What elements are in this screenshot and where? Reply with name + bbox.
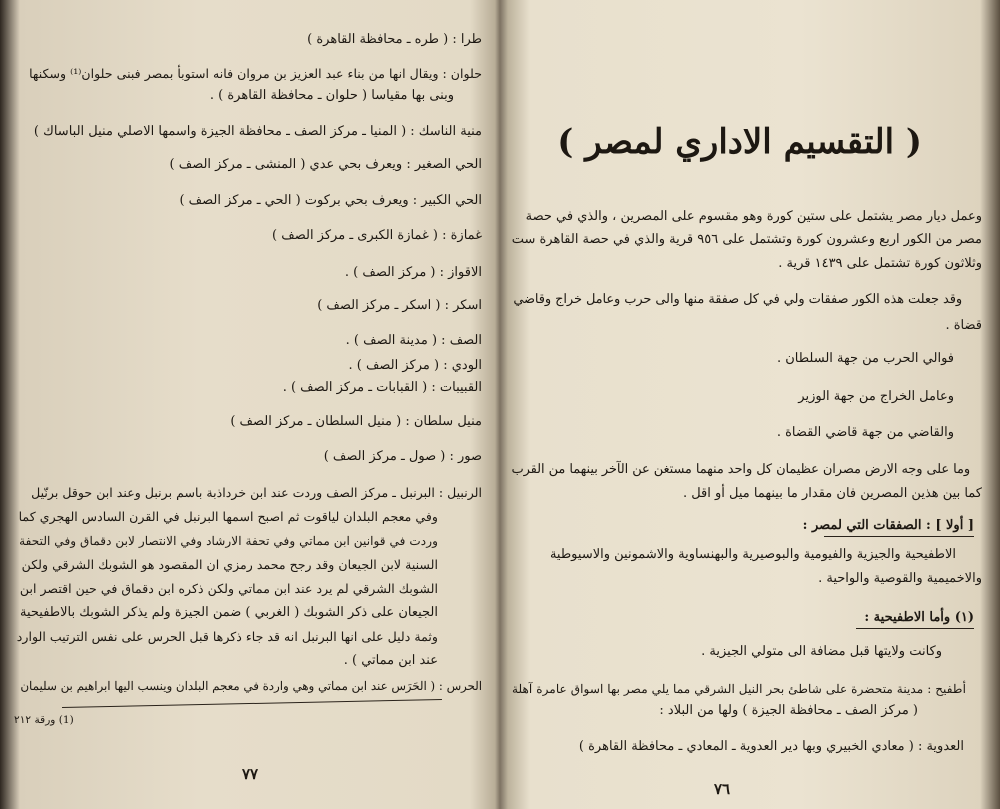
text-line: الودي : ( مركز الصف ) . <box>348 358 482 373</box>
text-line: الحي الصغير : ويعرف بحي عدي ( المنشى ـ مركز الصف ) <box>169 157 482 172</box>
text-line: اسكر : ( اسكر ـ مركز الصف ) <box>317 298 482 313</box>
text-line: منيل سلطان : ( منيل السلطان ـ مركز الصف ) <box>230 414 482 429</box>
text-line: والقاضي من جهة قاضي القضاة . <box>776 425 954 440</box>
text-line: وثلاثون كورة تشتمل على ١٤٣٩ قرية . <box>778 256 982 271</box>
text-line: عند ابن مماتي ) . <box>343 653 438 668</box>
text-line: والاخميمية والقوصية والواحية . <box>818 571 982 586</box>
text-line: الاطفيحية والجيزية والفيومية والبوصيرية والبهنساوية والاشمونين والاسيوطية <box>549 547 956 562</box>
heading-underline <box>856 628 974 629</box>
text-line: وفي معجم البلدان لياقوت ثم اصبح اسمها البرنبل في القرن السادس الهجري كما <box>18 509 438 524</box>
text-line: وبنى بها مقياسا ( حلوان ـ محافظة القاهرة ) . <box>209 88 454 103</box>
text-line: الحي الكبير : ويعرف بحي بركوت ( الحي ـ مركز الصف ) <box>179 193 482 208</box>
text-line: ( مركز الصف ـ محافظة الجيزة ) ولها من البلاد : <box>659 703 918 718</box>
subsection-heading: (١) وأما الاطفيحية : <box>864 610 974 625</box>
page-number: ٧٦ <box>714 780 731 798</box>
text-line: كما بين هذين المصرين فان مقدار ما بينهما ميل أو اقل . <box>682 486 982 501</box>
text-line: القبيبات : ( القبابات ـ مركز الصف ) . <box>282 380 482 395</box>
text-line: قضاة . <box>945 318 982 333</box>
text-line: وقد جعلت هذه الكور صفقات ولي في كل صفقة منها والى حرب وعامل خراج وقاضي <box>513 292 962 307</box>
text-line: فوالي الحرب من جهة السلطان . <box>776 351 954 366</box>
text-line: الرنبيل : البرنبل ـ مركز الصف وردت عند ابن خرداذبة باسم برنبل وعند ابن حوقل برنّيل <box>31 485 482 500</box>
text-line: وكانت ولايتها قبل مضافة الى متولي الجيزية . <box>701 644 942 659</box>
right-page <box>506 0 982 809</box>
page-number: ٧٧ <box>242 765 259 783</box>
text-line: وعمل ديار مصر يشتمل على ستين كورة وهو مقسوم على المصرين ، والذي في حصة <box>525 209 982 224</box>
text-line: وعامل الخراج من جهة الوزير <box>798 389 954 404</box>
text-line: طرا : ( طره ـ محافظة القاهرة ) <box>307 32 482 47</box>
text-line: وثمة دليل على انها البرنبل انه قد جاء ذكرها قبل الحرس على نفس الترتيب الوارد <box>16 629 438 644</box>
text-line: مصر من الكور اربع وعشرون كورة وتشتمل على ٩٥٦ قرية والذي في حصة القاهرة ست <box>511 232 982 247</box>
text-line: الجيعان على ذكر الشوبك ( الغربي ) ضمن الجيزة ولم يذكر الشوبك بالاطفيحية <box>20 605 438 620</box>
text-line: وردت في قوانين ابن مماتي وفي تحفة الارشاد وفي الانتصار لابن دقماق وفي التحفة <box>19 534 438 548</box>
heading-underline <box>824 536 974 537</box>
text-line: الاقواز : ( مركز الصف ) . <box>344 265 482 280</box>
text-line: العدوية : ( معادي الخبيري وبها دير العدوية ـ المعادي ـ محافظة القاهرة ) <box>578 739 964 754</box>
text-line: غمازة : ( غمازة الكبرى ـ مركز الصف ) <box>272 228 482 243</box>
text-line: صور : ( صول ـ مركز الصف ) <box>323 449 482 464</box>
text-line: الحرس : ( الحَرَس عند ابن مماتي وهي واردة في معجم البلدان وينسب اليها ابراهيم بن سليمان <box>20 679 482 693</box>
text-line: حلوان : ويقال انها من بناء عبد العزيز بن مروان فانه استوبأ بمصر فبنى حلوان⁽¹⁾ وسكنها <box>29 66 482 81</box>
text-line: الشوبك الشرقي لم يرد عند ابن مماتي ولكن ذكره ابن دقماق في حين اقتصر ابن <box>19 581 438 596</box>
section-heading: [ أولا ] : الصفقات التي لمصر : <box>802 518 974 533</box>
left-page <box>14 0 482 809</box>
text-line: منية الناسك : ( المنيا ـ مركز الصف ـ محافظة الجيزة واسمها الاصلي منيل الباساك ) <box>33 124 482 139</box>
chapter-title: ( التقسيم الاداري لمصر ) <box>557 122 922 162</box>
text-line: الصف : ( مدينة الصف ) . <box>345 333 482 348</box>
text-line: أطفيح : مدينة متحضرة على شاطئ بحر النيل الشرقي مما يلي مصر بها اسواق عامرة آهلة <box>511 682 966 696</box>
footnote: (1) ورقة ٢١٢ <box>14 714 74 726</box>
text-line: السنية لابن الجيعان وقد رجح محمد رمزي ان المقصود هو الشوبك الشرقي ولكن <box>21 557 438 572</box>
footnote-divider <box>62 699 442 708</box>
text-line: وما على وجه الارض مصران عظيمان كل واحد منهما مستغن عن الآخر بينهما من القرب <box>511 462 970 477</box>
